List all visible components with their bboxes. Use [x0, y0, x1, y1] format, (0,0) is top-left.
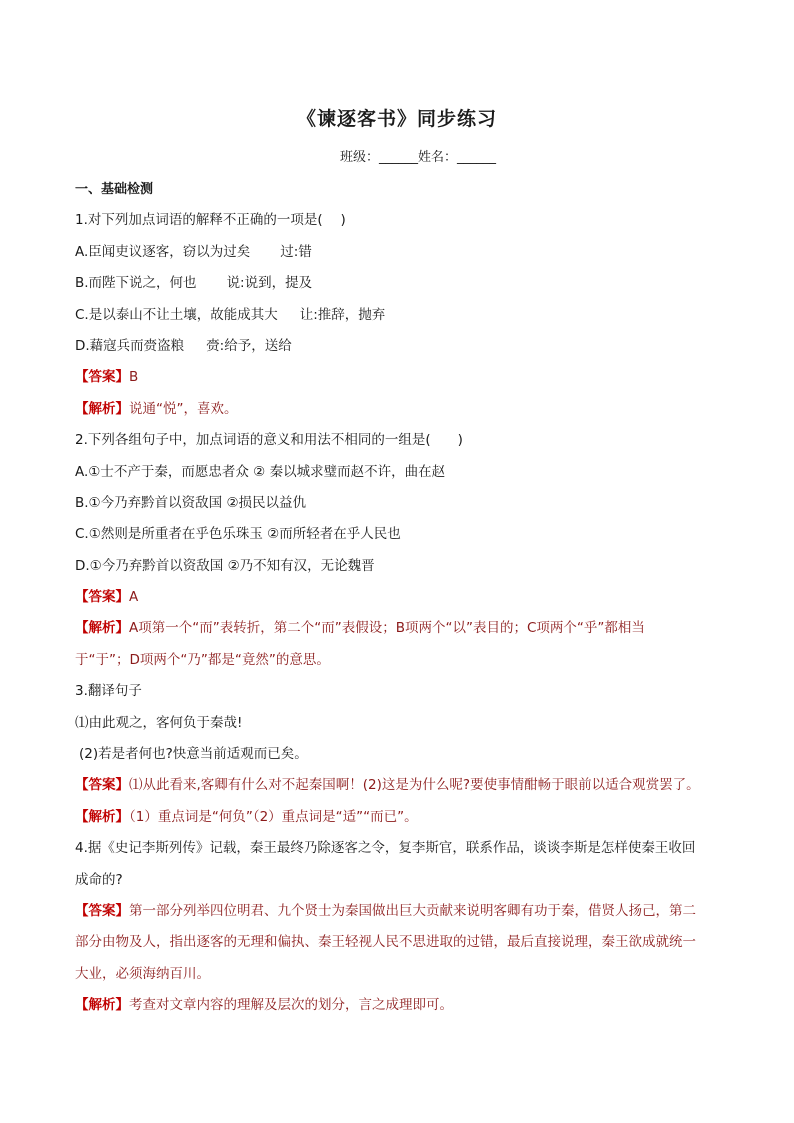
q1-option-b: [75, 268, 735, 299]
q1-option-a-text: A.臣闻吏议逐客，窃以为过矣: [75, 243, 251, 260]
section-heading: 一、基础检测: [75, 182, 154, 197]
q3-analysis-text: （1）重点词是“何负”（2）重点词是“适”“而已”。: [129, 808, 418, 825]
q4-analysis-text: 考查对文章内容的理解及层次的划分，言之成理即可。: [129, 997, 453, 1014]
q4-answer: [75, 896, 735, 927]
q2-answer: [75, 582, 735, 613]
q1-analysis-text: 说通“悦”，喜欢。: [129, 400, 238, 417]
q2-option-b: B.①今乃弃黔首以资敌国 ②损民以益仇: [75, 494, 307, 511]
q3-sentence-2: (2)若是者何也?快意当前适观而已矣。: [79, 746, 308, 763]
q1-answer: [75, 362, 735, 393]
q2-answer-value: A: [129, 589, 139, 606]
q4-analysis: [75, 990, 735, 1021]
analysis-tag: 【解析】: [75, 400, 129, 417]
analysis-tag: 【解析】: [75, 997, 129, 1014]
q4-answer-text-1: 第一部分列举四位明君、九个贤士为秦国做出巨大贡献来说明客卿有功于秦，借贤人扬己，第二: [129, 902, 696, 919]
q2-analysis-cont: 于“于”；D项两个“乃”都是“竟然”的意思。: [75, 651, 330, 668]
q4-answer-cont-1: 部分由物及人，指出逐客的无理和偏执、秦王轻视人民不思进取的过错，最后直接说理，秦王欲成就统一: [75, 934, 696, 951]
q1-option-c: [75, 300, 735, 331]
q4-answer-cont-2: 大业，必须海纳百川。: [75, 965, 210, 982]
q1-option-b-text: B.而陛下说之，何也: [75, 275, 197, 292]
q1-option-c-gloss: 让:推辞，抛弃: [299, 306, 386, 323]
q2-option-a: A.①士不产于秦，而愿忠者众 ② 秦以城求璧而赵不许，曲在赵: [75, 463, 446, 480]
answer-tag: 【答案】: [75, 902, 129, 919]
q1-answer-value: B: [129, 369, 139, 386]
q1-option-c-text: C.是以泰山不让土壤，故能成其大: [75, 306, 278, 323]
q3-answer-text: ⑴从此看来,客卿有什么对不起秦国啊！(2)这是为什么呢?要使事情酣畅于眼前以适合观赏罢了。: [129, 777, 700, 794]
answer-tag: 【答案】: [75, 369, 129, 386]
q4-stem: 4.据《史记李斯列传》记载，秦王最终乃除逐客之令，复李斯官，联系作品，谈谈李斯是怎样使秦王收回: [75, 840, 696, 857]
q1-option-a-gloss: 过:错: [280, 243, 312, 260]
q1-option-d-text: D.藉寇兵而赍盗粮: [75, 337, 185, 354]
q2-analysis: [75, 613, 735, 644]
q3-stem: 3.翻译句子: [75, 683, 142, 700]
q3-analysis: [75, 802, 735, 833]
q3-answer: [75, 770, 735, 801]
q1-stem: 1.对下列加点词语的解释不正确的一项是( ): [75, 212, 346, 229]
exercise-content: [75, 174, 735, 1022]
analysis-tag: 【解析】: [75, 808, 129, 825]
q4-stem-cont: 成命的?: [75, 871, 123, 888]
q3-sentence-1: ⑴由此观之，客何负于秦哉!: [75, 714, 243, 731]
q2-stem: 2.下列各组句子中，加点词语的意义和用法不相同的一组是( ): [75, 432, 463, 449]
answer-tag: 【答案】: [75, 777, 129, 794]
q1-option-d-gloss: 赍:给予，送给: [206, 337, 292, 354]
analysis-tag: 【解析】: [75, 620, 129, 637]
page-title: 《谏逐客书》同步练习: [296, 108, 497, 130]
q1-option-a: [75, 237, 735, 268]
q2-option-c: C.①然则是所重者在乎色乐珠玉 ②而所轻者在乎人民也: [75, 526, 401, 543]
q1-analysis: [75, 394, 735, 425]
class-name-line: 班级：______姓名：______: [339, 150, 496, 165]
answer-tag: 【答案】: [75, 589, 129, 606]
q2-analysis-text-1: A项第一个“而”表转折，第二个“而”表假设；B项两个“以”表目的；C项两个“乎”都相当: [129, 620, 645, 637]
q1-option-d: [75, 331, 735, 362]
q1-option-b-gloss: 说:说到，提及: [226, 275, 313, 292]
q2-option-d: D.①今乃弃黔首以资敌国 ②乃不知有汉，无论魏晋: [75, 557, 375, 574]
